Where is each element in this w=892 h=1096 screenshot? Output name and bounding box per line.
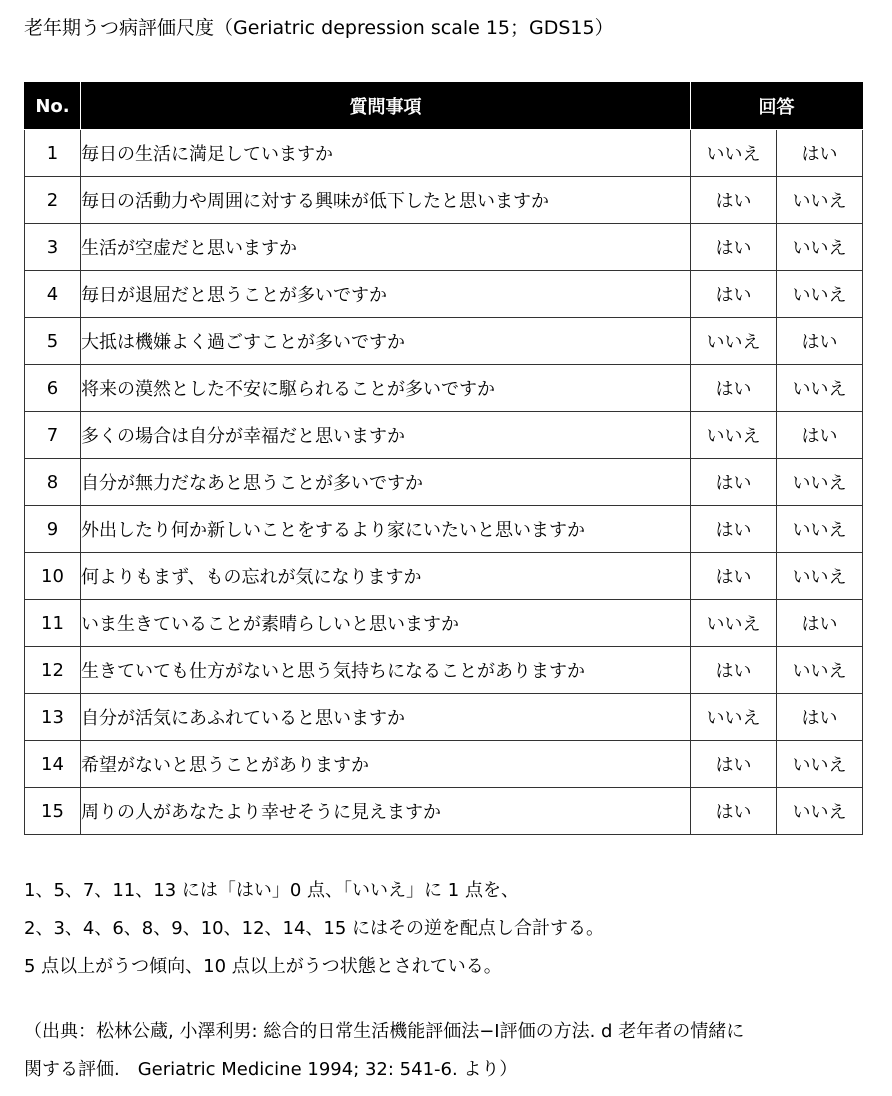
answer-option-2: いいえ bbox=[777, 177, 863, 224]
citation-line: （出典：松林公蔵, 小澤利男: 総合的日常生活機能評価法−Ⅰ評価の方法. d 老年者の情緒に bbox=[24, 1021, 745, 1042]
answer-option-2: はい bbox=[777, 412, 863, 459]
question-text: 毎日の活動力や周囲に対する興味が低下したと思いますか bbox=[81, 177, 691, 224]
question-number: 14 bbox=[25, 741, 81, 788]
answer-option-2: はい bbox=[777, 694, 863, 741]
answer-option-1: はい bbox=[691, 177, 777, 224]
answer-option-2: いいえ bbox=[777, 271, 863, 318]
answer-option-2: はい bbox=[777, 318, 863, 365]
table-header-row bbox=[25, 83, 863, 130]
note-line: 5 点以上がうつ傾向、10 点以上がうつ状態とされている。 bbox=[24, 956, 502, 977]
table-row bbox=[25, 506, 863, 553]
answer-option-1: いいえ bbox=[691, 694, 777, 741]
question-text: 毎日の生活に満足していますか bbox=[81, 130, 691, 177]
answer-option-2: いいえ bbox=[777, 553, 863, 600]
answer-option-1: いいえ bbox=[691, 318, 777, 365]
question-text: 将来の漠然とした不安に駆られることが多いですか bbox=[81, 365, 691, 412]
table-body bbox=[25, 130, 863, 835]
table-row bbox=[25, 600, 863, 647]
table-row bbox=[25, 553, 863, 600]
question-number: 5 bbox=[25, 318, 81, 365]
citation-line: 関する評価. Geriatric Medicine 1994; 32: 541-6. より） bbox=[24, 1059, 518, 1080]
answer-option-2: いいえ bbox=[777, 788, 863, 835]
answer-option-1: はい bbox=[691, 271, 777, 318]
question-text: 多くの場合は自分が幸福だと思いますか bbox=[81, 412, 691, 459]
table-row bbox=[25, 694, 863, 741]
question-number: 11 bbox=[25, 600, 81, 647]
table-row bbox=[25, 412, 863, 459]
answer-option-2: いいえ bbox=[777, 506, 863, 553]
table-row bbox=[25, 647, 863, 694]
table-row bbox=[25, 271, 863, 318]
answer-option-1: はい bbox=[691, 647, 777, 694]
answer-option-1: はい bbox=[691, 741, 777, 788]
note-line: 2、3、4、6、8、9、10、12、14、15 にはその逆を配点し合計する。 bbox=[24, 918, 605, 939]
question-text: いま生きていることが素晴らしいと思いますか bbox=[81, 600, 691, 647]
table-row bbox=[25, 318, 863, 365]
scoring-notes bbox=[24, 872, 604, 986]
question-text: 毎日が退屈だと思うことが多いですか bbox=[81, 271, 691, 318]
question-text: 希望がないと思うことがありますか bbox=[81, 741, 691, 788]
question-number: 2 bbox=[25, 177, 81, 224]
document-title: 老年期うつ病評価尺度（Geriatric depression scale 15；GDS15） bbox=[24, 17, 614, 39]
question-text: 何よりもまず、もの忘れが気になりますか bbox=[81, 553, 691, 600]
answer-option-1: いいえ bbox=[691, 412, 777, 459]
answer-option-1: はい bbox=[691, 365, 777, 412]
table-row bbox=[25, 365, 863, 412]
answer-option-1: いいえ bbox=[691, 600, 777, 647]
answer-option-1: いいえ bbox=[691, 130, 777, 177]
question-number: 6 bbox=[25, 365, 81, 412]
question-text: 生活が空虚だと思いますか bbox=[81, 224, 691, 271]
answer-option-1: はい bbox=[691, 553, 777, 600]
header-question: 質問事項 bbox=[81, 83, 691, 130]
header-no: No. bbox=[25, 83, 81, 130]
question-number: 10 bbox=[25, 553, 81, 600]
answer-option-2: はい bbox=[777, 600, 863, 647]
question-text: 自分が活気にあふれていると思いますか bbox=[81, 694, 691, 741]
question-number: 9 bbox=[25, 506, 81, 553]
table-row bbox=[25, 224, 863, 271]
question-number: 12 bbox=[25, 647, 81, 694]
table-row bbox=[25, 130, 863, 177]
note-line: 1、5、7、11、13 には「はい」0 点、「いいえ」に 1 点を、 bbox=[24, 880, 519, 901]
table-row bbox=[25, 788, 863, 835]
answer-option-2: いいえ bbox=[777, 647, 863, 694]
question-number: 13 bbox=[25, 694, 81, 741]
question-text: 大抵は機嫌よく過ごすことが多いですか bbox=[81, 318, 691, 365]
answer-option-2: いいえ bbox=[777, 741, 863, 788]
answer-option-2: いいえ bbox=[777, 224, 863, 271]
source-citation bbox=[24, 1013, 744, 1089]
question-number: 7 bbox=[25, 412, 81, 459]
question-text: 周りの人があなたより幸せそうに見えますか bbox=[81, 788, 691, 835]
question-text: 外出したり何か新しいことをするより家にいたいと思いますか bbox=[81, 506, 691, 553]
answer-option-1: はい bbox=[691, 788, 777, 835]
question-number: 15 bbox=[25, 788, 81, 835]
answer-option-1: はい bbox=[691, 459, 777, 506]
answer-option-1: はい bbox=[691, 506, 777, 553]
question-number: 4 bbox=[25, 271, 81, 318]
answer-option-2: いいえ bbox=[777, 459, 863, 506]
table-row bbox=[25, 459, 863, 506]
question-number: 1 bbox=[25, 130, 81, 177]
answer-option-1: はい bbox=[691, 224, 777, 271]
answer-option-2: はい bbox=[777, 130, 863, 177]
header-answer: 回答 bbox=[691, 83, 863, 130]
question-number: 8 bbox=[25, 459, 81, 506]
question-text: 自分が無力だなあと思うことが多いですか bbox=[81, 459, 691, 506]
gds15-table bbox=[24, 82, 863, 835]
question-text: 生きていても仕方がないと思う気持ちになることがありますか bbox=[81, 647, 691, 694]
table-row bbox=[25, 177, 863, 224]
answer-option-2: いいえ bbox=[777, 365, 863, 412]
question-number: 3 bbox=[25, 224, 81, 271]
table-row bbox=[25, 741, 863, 788]
